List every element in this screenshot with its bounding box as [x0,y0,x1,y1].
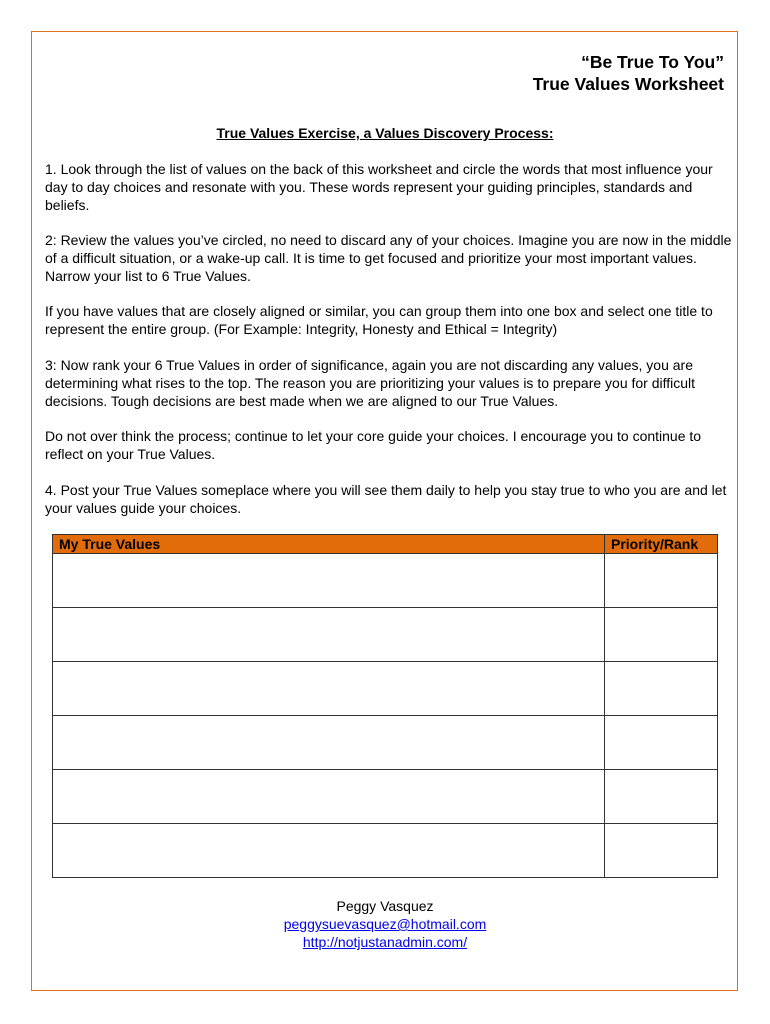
grouping-paragraph [45,302,735,338]
paragraph-text: 4. Post your True Values someplace where you will see them daily to help you stay true to who you are and let your values guide your choices. [45,482,727,516]
value-cell[interactable] [53,716,605,770]
author-footer [0,897,770,951]
rank-cell[interactable] [605,824,718,878]
value-cell[interactable] [53,554,605,608]
my-true-values-header: My True Values [53,535,605,554]
reflection-paragraph [45,427,735,463]
rank-cell[interactable] [605,716,718,770]
rank-cell[interactable] [605,554,718,608]
worksheet-header [533,51,724,95]
table-row [53,770,718,824]
paragraph-text: 1. Look through the list of values on the back of this worksheet and circle the words that most influence your day to day choices and resonate with you. These words represent your guiding principles, standards and beliefs. [45,161,713,213]
step-1-paragraph [45,160,735,214]
table-row [53,662,718,716]
paragraph-text: If you have values that are closely aligned or similar, you can group them into one box and select one title to represent the entire group. (For Example: Integrity, Honesty and Ethical = Integrity) [45,303,713,337]
table-row [53,716,718,770]
paragraph-text: Do not over think the process; continue to let your core guide your choices. I encourage you to continue to reflect on your True Values. [45,428,702,462]
rank-cell[interactable] [605,770,718,824]
value-cell[interactable] [53,824,605,878]
true-values-table [52,534,718,878]
step-4-paragraph [45,481,735,517]
priority-rank-header: Priority/Rank [605,535,718,554]
rank-cell[interactable] [605,662,718,716]
exercise-subtitle: True Values Exercise, a Values Discovery Process: [216,125,554,141]
title-line-1: “Be True To You” [581,52,724,72]
value-cell[interactable] [53,662,605,716]
table-row [53,608,718,662]
website-link[interactable]: http://notjustanadmin.com/ [302,934,468,950]
value-cell[interactable] [53,770,605,824]
step-2-paragraph [45,231,735,285]
paragraph-text: 3: Now rank your 6 True Values in order of significance, again you are not discarding any values, you are determining what rises to the top. The reason you are prioritizing your values is to prepare you for difficult decisions. Tough decisions are best made when we are aligned to our True Values. [45,357,696,409]
table-header-row [53,535,718,554]
title-line-2: True Values Worksheet [532,74,724,94]
table-row [53,824,718,878]
email-link[interactable]: peggysuevasquez@hotmail.com [283,916,487,932]
value-cell[interactable] [53,608,605,662]
paragraph-text: 2: Review the values you’ve circled, no need to discard any of your choices. Imagine you are now in the middle of a difficult situation, or a wake-up call. It is time to get focused and prioritize your most important values. Narrow your list to 6 True Values. [45,232,732,284]
step-3-paragraph [45,356,735,410]
rank-cell[interactable] [605,608,718,662]
table-row [53,554,718,608]
author-name: Peggy Vasquez [336,898,434,914]
